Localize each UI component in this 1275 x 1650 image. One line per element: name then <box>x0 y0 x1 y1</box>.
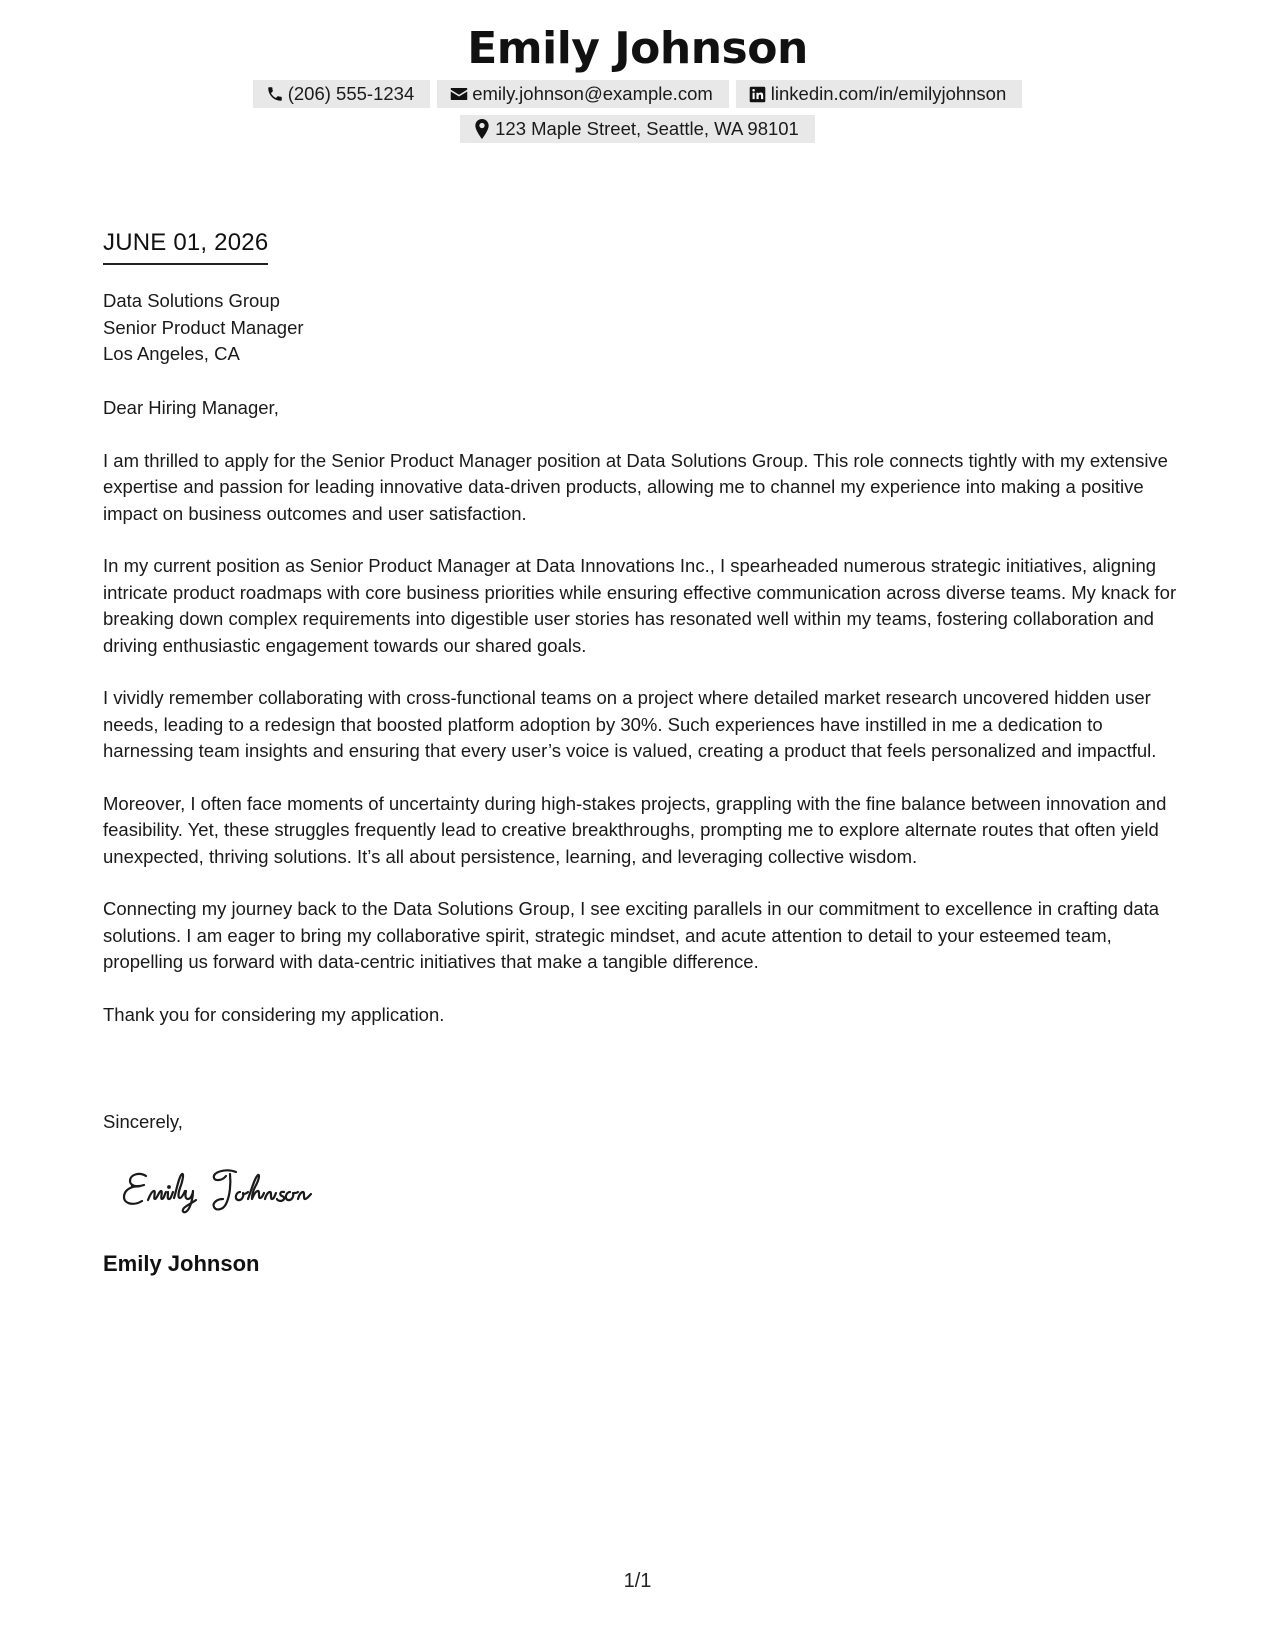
address-row <box>0 115 1275 143</box>
body-paragraph: In my current position as Senior Product Manager at Data Innovations Inc., I spearheaded numerous strategic initiatives, aligning intricate product roadmaps with core business priorities while ensuring effective communication across diverse teams. My knack for breaking down complex requirements into digestible user stories has resonated well within my teams, fostering collaboration and driving enthusiastic engagement towards our shared goals. <box>103 555 1177 656</box>
phone-icon <box>265 84 285 104</box>
body-paragraph: I am thrilled to apply for the Senior Product Manager position at Data Solutions Group. This role connects tightly with my extensive expertise and passion for leading innovative data-driven products, allowing me to channel my experience into making a positive impact on business outcomes and user satisfaction. <box>103 449 1168 524</box>
map-pin-icon <box>472 119 492 139</box>
thank-you-line: Thank you for considering my application. <box>103 1003 445 1025</box>
salutation: Dear Hiring Manager, <box>103 397 279 418</box>
closing: Sincerely, <box>103 1111 183 1132</box>
linkedin-icon <box>748 84 768 104</box>
linkedin-text: linkedin.com/in/emilyjohnson <box>770 83 1007 104</box>
recipient-block <box>103 288 304 368</box>
contact-row <box>0 80 1275 108</box>
phone-chip <box>253 80 431 108</box>
email-chip <box>437 80 729 108</box>
letter-body <box>103 395 1183 1054</box>
body-paragraph: Connecting my journey back to the Data Solutions Group, I see exciting parallels in our commitment to excellence in crafting data solutions. I am eager to bring my collaborative spirit, strategic mindset, and acute attention to detail to your esteemed team, propelling us forward with data-centric initiatives that make a tangible difference. <box>103 898 1160 972</box>
address-text: 123 Maple Street, Seattle, WA 98101 <box>495 118 799 139</box>
email-text: emily.johnson@example.com <box>472 83 713 104</box>
letter-date: JUNE 01, 2026 <box>103 229 268 265</box>
phone-text: (206) 555-1234 <box>287 83 415 104</box>
recipient-location: Los Angeles, CA <box>103 343 240 364</box>
address-chip <box>460 115 815 143</box>
applicant-name: Emily Johnson <box>467 23 808 74</box>
body-paragraph: I vividly remember collaborating with cross-functional teams on a project where detailed market research uncovered hidden user needs, leading to a redesign that boosted platform adoption by 30%. Such experiences have instilled in me a dedication to harnessing team insights and ensuring that every user’s voice is valued, creating a product that feels personalized and impactful. <box>103 687 1157 761</box>
handwritten-signature <box>118 1160 358 1220</box>
body-paragraph: Moreover, I often face moments of uncertainty during high-stakes projects, grappling with the fine balance between innovation and feasibility. Yet, these struggles frequently lead to creative breakthroughs, prompting me to explore alternate routes that often yield unexpected, thriving solutions. It’s all about persistence, learning, and leveraging collective wisdom. <box>103 792 1167 867</box>
linkedin-chip <box>736 80 1022 108</box>
signer-name: Emily Johnson <box>103 1251 260 1276</box>
page-indicator: 1/1 <box>623 1570 652 1592</box>
envelope-icon <box>449 84 469 104</box>
recipient-company: Data Solutions Group <box>103 290 280 311</box>
recipient-position: Senior Product Manager <box>103 316 304 338</box>
